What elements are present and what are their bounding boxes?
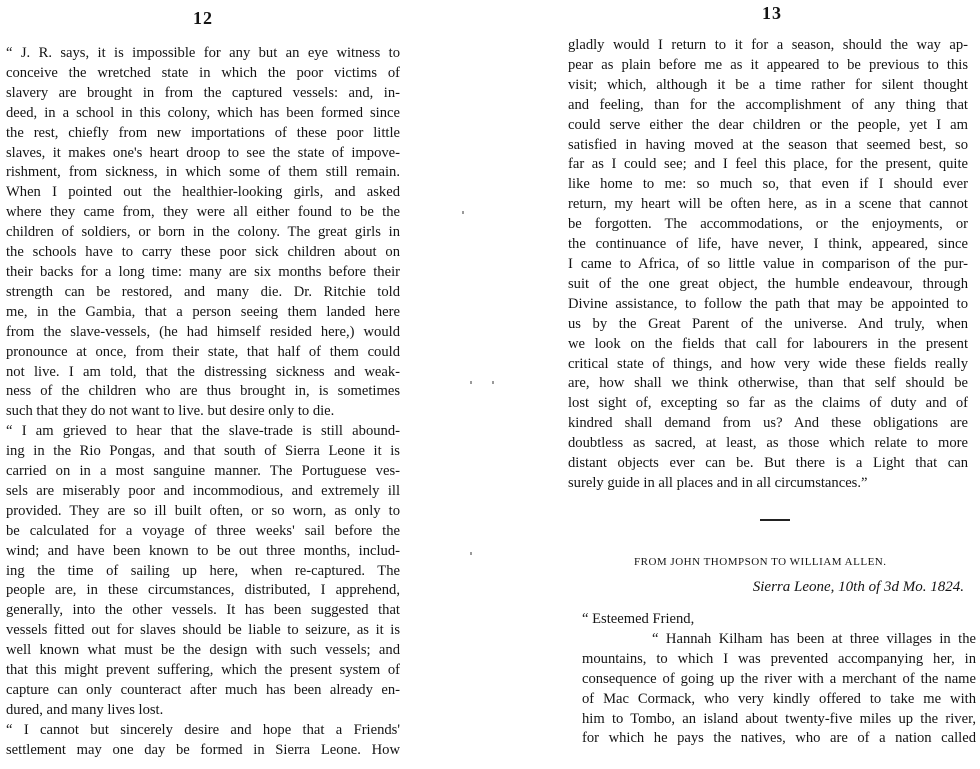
gutter-speck bbox=[492, 381, 494, 384]
text-line: ing in the Rio Pongas, and that south of Sierra Leone it is bbox=[6, 443, 400, 460]
text-line: us by the Great Parent of the universe. And truly, when bbox=[568, 315, 968, 332]
text-line: doubtless as sacred, at least, as those which relate to more bbox=[568, 435, 968, 452]
text-line: such that they do not want to live. but desire only to die. bbox=[6, 403, 335, 420]
text-line: are, how shall we think otherwise, than that self should be bbox=[568, 375, 968, 392]
gutter-speck bbox=[470, 552, 472, 555]
text-line: their backs for a long time: many are six months before their bbox=[6, 263, 400, 280]
text-line: pronounce at once, from their state, that half of them could bbox=[6, 343, 400, 360]
letter-dateline: Sierra Leone, 10th of 3d Mo. 1824. bbox=[752, 579, 964, 595]
body-text bbox=[6, 44, 400, 761]
text-line: sels are miserably poor and incommodious, and extremely ill bbox=[6, 482, 400, 499]
text-line: slaves, it makes one's heart droop to see the state of impove- bbox=[6, 144, 400, 161]
text-line: wind; and have been known to be out three months, includ- bbox=[6, 542, 400, 559]
text-line: not live. I am told, that the distressing sickness and weak- bbox=[6, 363, 400, 380]
letter-heading: FROM JOHN THOMPSON TO WILLIAM ALLEN. bbox=[634, 556, 887, 568]
text-line: satisfied in having moved at the season that seemed best, so bbox=[568, 136, 968, 153]
text-line: provided. They are so ill built often, or so worn, as only to bbox=[6, 502, 400, 519]
text-line: be calculated for a voyage of three weeks' sail before the bbox=[6, 522, 400, 539]
text-line: I came to Africa, of so little value in comparison of the pur- bbox=[568, 255, 968, 272]
text-line: deed, in a school in this colony, which has been formed since bbox=[6, 104, 400, 121]
text-line: him to Tombo, an island about twenty-five miles up the river, bbox=[582, 710, 976, 727]
text-line: lost sight of, excepting so far as the claims of duty and of bbox=[568, 395, 968, 412]
text-line: consequence of going up the river with a merchant of the name bbox=[582, 670, 976, 687]
text-line: ness of the children who are thus brought in, is sometimes bbox=[6, 383, 400, 400]
text-line: like home to me: so much so, that even if I should ever bbox=[568, 176, 968, 193]
text-line: the rest, chiefly from new importations of these poor little bbox=[6, 124, 400, 141]
text-line: suit of the one great object, the humble endeavour, through bbox=[568, 275, 968, 292]
section-divider bbox=[760, 519, 790, 521]
text-line: capture can only counteract after much has been already en- bbox=[6, 682, 400, 698]
text-line: slavery are brought in from the captured vessels: and, in- bbox=[6, 84, 400, 101]
text-line: from the slave-vessels, (he had himself resided here,) would bbox=[6, 323, 400, 340]
text-line: settlement may one day be formed in Sierra Leone. How bbox=[6, 741, 400, 758]
text-line: “ I cannot but sincerely desire and hope that a Friends' bbox=[6, 721, 400, 738]
text-line: Divine assistance, to follow the path that may be appointed to bbox=[568, 295, 968, 312]
text-line: kindred shall demand from us? And these obligations are bbox=[568, 415, 968, 432]
text-line: be forgotten. The accommodations, or the enjoyments, or bbox=[568, 216, 968, 233]
text-line: surely guide in all places and in all circumstances.” bbox=[568, 474, 868, 491]
page-number: 13 bbox=[762, 3, 782, 23]
right-page bbox=[562, 0, 976, 769]
text-line: could serve either the dear children or the people, yet I am bbox=[568, 116, 968, 133]
text-line: return, my heart will be often here, as in a scene that cannot bbox=[568, 196, 968, 213]
text-line: well known what must be the design with such vessels; and bbox=[6, 642, 400, 659]
text-line: “ Hannah Kilham has been at three villages in the bbox=[652, 630, 976, 647]
text-line: visit; which, although it be a time rather for silent thought bbox=[568, 76, 968, 93]
body-text bbox=[568, 36, 968, 494]
text-line: far as I could see; and I feel this place, for the present, quite bbox=[568, 156, 968, 173]
page-number: 12 bbox=[193, 8, 213, 28]
text-line: ing the time of sailing up here, when re-captured. The bbox=[6, 562, 400, 579]
text-line: of Mac Cormack, who very kindly offered to take me with bbox=[582, 690, 976, 707]
text-line: “ I am grieved to hear that the slave-trade is still abound- bbox=[6, 423, 400, 440]
text-line: conceive the wretched state in which the poor victims of bbox=[6, 64, 400, 81]
letter-body bbox=[582, 610, 976, 749]
text-line: When I pointed out the healthier-looking girls, and asked bbox=[6, 184, 400, 201]
gutter-speck bbox=[462, 211, 464, 214]
left-page bbox=[0, 0, 420, 769]
text-line: me, in the Gambia, that a person seeing them landed here bbox=[6, 303, 400, 320]
text-line: dured, and many lives lost. bbox=[6, 701, 164, 718]
text-line: carried on in a most sanguine manner. The Portuguese ves- bbox=[6, 463, 400, 480]
text-line: gladly would I return to it for a season, should the way ap- bbox=[568, 37, 968, 53]
text-line: strength can be restored, and many die. Dr. Ritchie told bbox=[6, 283, 400, 300]
salutation: “ Esteemed Friend, bbox=[582, 611, 695, 627]
gutter-speck bbox=[470, 381, 472, 384]
text-line: critical state of things, and how very wide these fields really bbox=[568, 355, 968, 372]
text-line: people are, in these circumstances, distributed, I apprehend, bbox=[6, 582, 400, 599]
text-line: where they came from, they were all either found to be the bbox=[6, 204, 400, 221]
text-line: distant objects ever can be. But there is a Light that can bbox=[568, 455, 968, 472]
text-line: mountains, to which I was prevented accompanying her, in bbox=[582, 650, 976, 667]
text-line: rishment, from sickness, in which some of them still remain. bbox=[6, 164, 400, 181]
text-line: the continuance of life, have never, I think, appeared, since bbox=[568, 236, 968, 253]
text-line: that this might prevent suffering, which the present system of bbox=[6, 662, 400, 679]
text-line: children of soldiers, or born in the colony. The great girls in bbox=[6, 224, 400, 241]
text-line: vessels fitted out for slaves should be liable to seizure, as it is bbox=[6, 622, 400, 639]
text-line: the schools have to carry these poor sick children about on bbox=[6, 244, 400, 261]
text-line: generally, into the other vessels. It has been suggested that bbox=[6, 602, 400, 619]
text-line: pear as plain before me as it appeared to be previous to this bbox=[568, 56, 968, 73]
text-line: we look on the fields that call for labourers in the present bbox=[568, 335, 968, 352]
text-line: for which he pays the natives, who are of a nation called bbox=[582, 730, 976, 747]
text-line: and feeling, than for the accomplishment of any thing that bbox=[568, 96, 968, 113]
text-line: “ J. R. says, it is impossible for any but an eye witness to bbox=[6, 45, 400, 61]
